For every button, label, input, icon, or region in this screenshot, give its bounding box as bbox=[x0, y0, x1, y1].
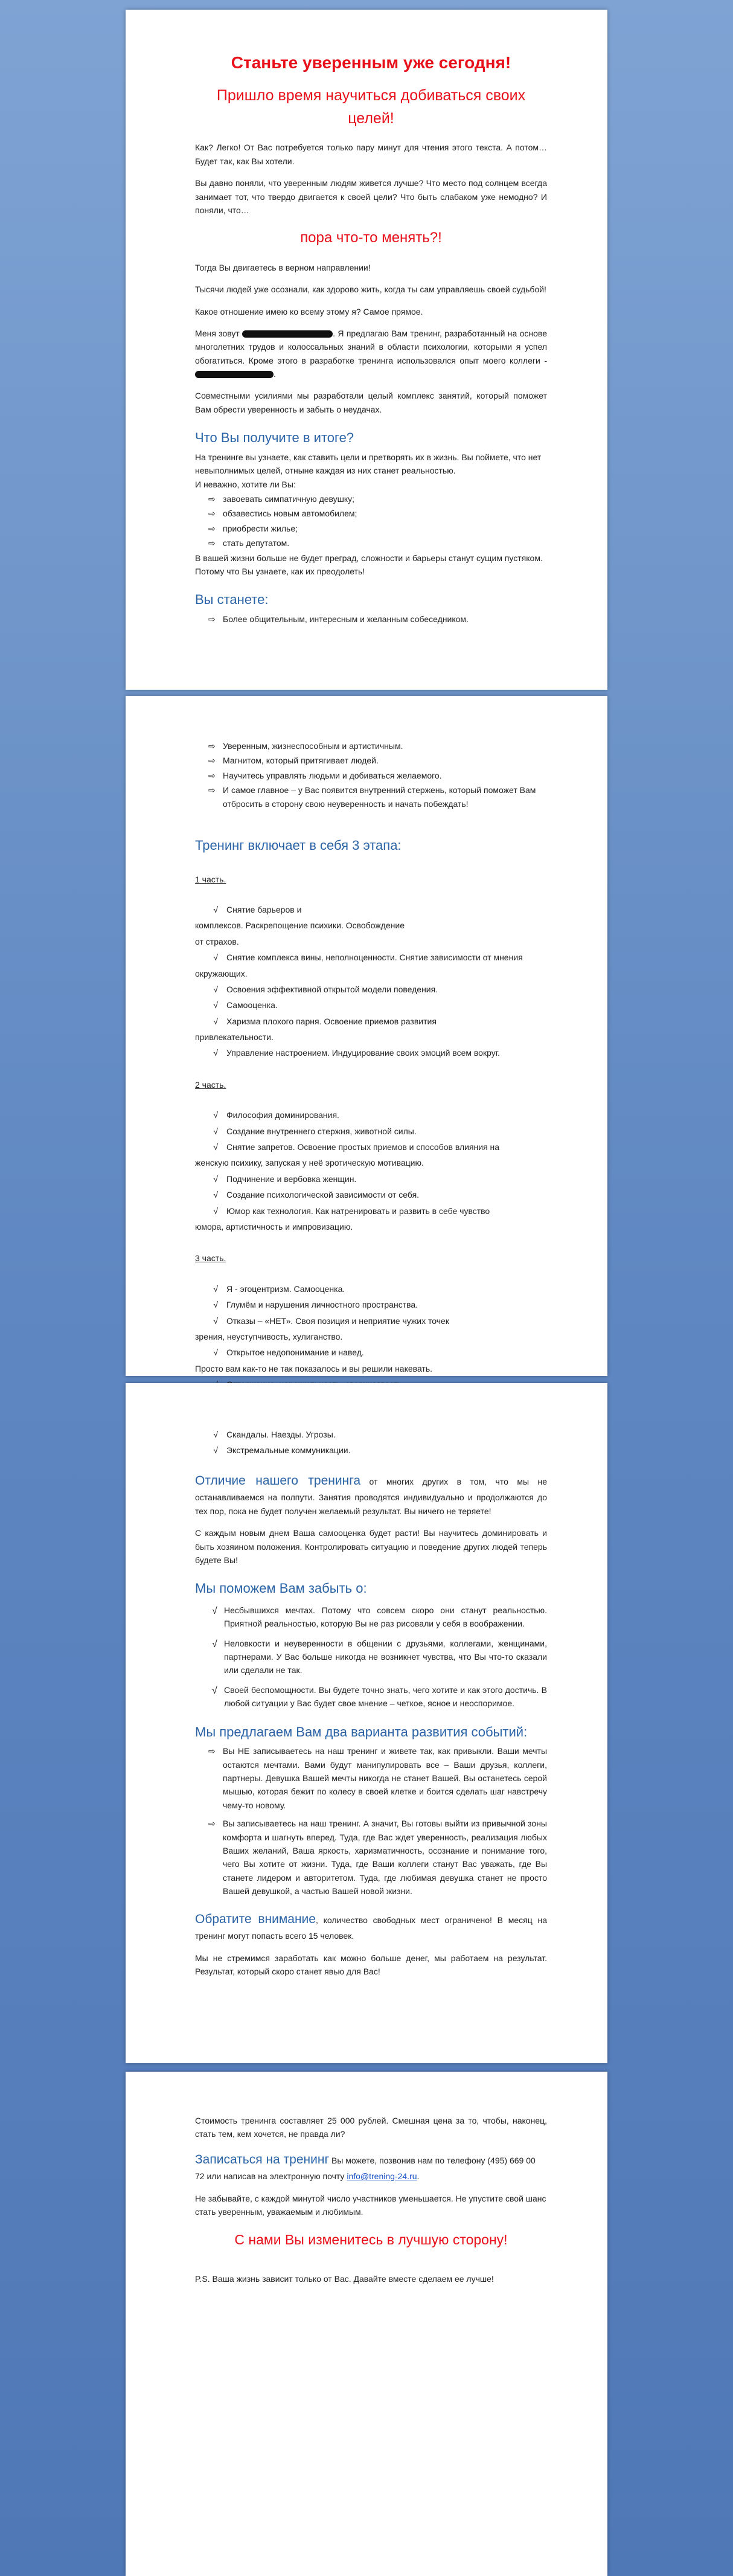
checkmark-icon: √ bbox=[213, 1000, 218, 1010]
redacted-name bbox=[242, 330, 333, 338]
double-arrow-icon: ⇨ bbox=[208, 614, 216, 624]
stages-heading: Тренинг включает в себя 3 этапа: bbox=[195, 837, 402, 853]
list-item: √ Скандалы. Наезды. Угрозы. bbox=[195, 1428, 547, 1441]
document-page-1 bbox=[126, 10, 607, 690]
difference-text: от многих других в том, что мы не останавливаемся на полпути. Занятия проводятся индивидуально и продолжаются до тех пор, пока не будет получен желаемый результат. Вы ничего не теряете! bbox=[195, 1476, 547, 1516]
list-item: ⇨ Магнитом, который притягивает людей. bbox=[208, 754, 547, 767]
checkmark-icon: √ bbox=[213, 1300, 218, 1310]
reminder-paragraph: Не забывайте, с каждой минутой число участников уменьшается. Не упустите свой шанс стать уверенным, уважаемым и любимым. bbox=[195, 2193, 546, 2217]
double-arrow-icon: ⇨ bbox=[208, 509, 216, 519]
attention-paragraph bbox=[195, 1909, 547, 1943]
stage-2-label: 2 часть. bbox=[195, 1079, 226, 1090]
double-arrow-icon: ⇨ bbox=[208, 1819, 216, 1829]
redacted-colleague-name bbox=[195, 371, 274, 378]
checkmark-icon: √ bbox=[213, 1190, 218, 1200]
list-item: женскую психику, запуская у неё эротическую мотивацию. bbox=[195, 1158, 424, 1168]
list-item: √ Отказы – «НЕТ». Своя позиция и неприятие чужих точек bbox=[195, 1314, 547, 1328]
price-paragraph: Стоимость тренинга составляет 25 000 рублей. Смешная цена за то, чтобы, наконец, стать тем, кем хочется, не правда ли? bbox=[195, 2116, 547, 2139]
checkmark-icon: √ bbox=[213, 1430, 218, 1439]
checkmark-icon: √ bbox=[212, 1605, 217, 1616]
results-intro: На тренинге вы узнаете, как ставить цели и претворять их в жизнь. Вы поймете, что нет невыполнимых целей, отныне каждая из них станет реальностью. bbox=[195, 452, 542, 476]
double-arrow-icon: ⇨ bbox=[208, 756, 216, 766]
intro-paragraph-1: Как? Легко! От Вас потребуется только пару минут для чтения этого текста. А потом… Будет так, как Вы хотели. bbox=[195, 143, 547, 166]
final-paragraph: Мы не стремимся заработать как можно больше денег, мы работаем на результат. Результат, который скоро станет явью для Вас! bbox=[195, 1953, 547, 1976]
author-intro-text: Меня зовут bbox=[195, 328, 240, 338]
list-item: юмора, артистичность и импровизацию. bbox=[195, 1221, 353, 1232]
attention-text: , количество свободных мест ограничено! В месяц на тренинг могут попасть всего 15 человек. bbox=[195, 1915, 547, 1941]
checkmark-icon: √ bbox=[213, 1315, 218, 1326]
difference-heading: Отличие нашего тренинга bbox=[195, 1473, 361, 1488]
double-arrow-icon: ⇨ bbox=[208, 523, 216, 533]
double-arrow-icon: ⇨ bbox=[208, 741, 216, 751]
list-item: Просто вам как-то не так показалось и вы решили накевать. bbox=[195, 1363, 433, 1373]
list-item: √ Экстремальные коммуникации. bbox=[195, 1444, 547, 1457]
checkmark-icon: √ bbox=[213, 1142, 218, 1152]
checkmark-icon: √ bbox=[213, 1110, 218, 1120]
signup-text: Вы можете, позвонив нам по телефону (495) 669 00 72 или написав на электронную почту bbox=[195, 2155, 536, 2182]
list-item: ⇨ стать депутатом. bbox=[208, 536, 547, 550]
intro-paragraph-2: Вы давно поняли, что уверенным людям живется лучше? Что место под солнцем всегда занимает тот, что твердо двигается к своей цели? Что быть слабаком уже немодно? И поняли, что… bbox=[195, 178, 547, 215]
results-heading: Что Вы получите в итоге? bbox=[195, 430, 354, 446]
list-item: √ Неловкости и неуверенности в общении с друзьями, коллегами, женщинами, партнерами. У Вас больше никогда не возникнет чувства, что Вы что-то сказали или сделали не так. bbox=[195, 1637, 547, 1677]
checkmark-icon: √ bbox=[213, 1445, 218, 1456]
document-page-3 bbox=[126, 1383, 607, 2063]
list-item: √ Создание внутреннего стержня, животной силы. bbox=[195, 1125, 547, 1138]
ps-paragraph: P.S. Ваша жизнь зависит только от Вас. Давайте вместе сделаем ее лучше! bbox=[195, 2274, 494, 2284]
checkmark-icon: √ bbox=[213, 1048, 218, 1058]
checkmark-icon: √ bbox=[213, 1206, 218, 1216]
paragraph-thousands: Тысячи людей уже осознали, как здорово жить, когда ты сам управляешь своей судьбой! bbox=[195, 284, 546, 295]
list-item: √ Харизма плохого парня. Освоение приемов развития bbox=[195, 1015, 547, 1028]
checkmark-icon: √ bbox=[212, 1685, 217, 1696]
list-item: от страхов. bbox=[195, 936, 239, 946]
stage-3-label: 3 часть. bbox=[195, 1253, 226, 1264]
checkmark-icon: √ bbox=[213, 904, 218, 914]
list-item: ⇨ Уверенным, жизнеспособным и артистичным. bbox=[208, 739, 547, 753]
options-heading: Мы предлагаем Вам два варианта развития событий: bbox=[195, 1724, 528, 1739]
list-item: комплексов. Раскрепощение психики. Освобождение bbox=[195, 920, 405, 931]
wishes-list bbox=[208, 492, 547, 550]
stage-3-list-continued bbox=[195, 1428, 547, 1457]
list-item: ⇨ завоевать симпатичную девушку; bbox=[208, 492, 547, 506]
become-heading: Вы станете: bbox=[195, 592, 269, 608]
double-arrow-icon: ⇨ bbox=[208, 785, 216, 795]
become-list bbox=[208, 612, 547, 626]
list-item: √ Юмор как технология. Как натренировать и развить в себе чувство bbox=[195, 1204, 547, 1218]
list-item: √ Глумём и нарушения личностного пространства. bbox=[195, 1298, 547, 1311]
double-arrow-icon: ⇨ bbox=[208, 494, 216, 504]
double-arrow-icon: ⇨ bbox=[208, 1746, 216, 1756]
list-item: окружающих. bbox=[195, 968, 248, 978]
document-page-4 bbox=[126, 2072, 607, 2576]
forget-list bbox=[195, 1604, 547, 1710]
paragraph-author bbox=[195, 327, 547, 381]
paragraph-relation: Какое отношение имею ко всему этому я? Самое прямое. bbox=[195, 306, 423, 316]
list-item: √ Снятие запретов. Освоение простых приемов и способов влияния на bbox=[195, 1140, 547, 1154]
list-item: √ Управление настроением. Индуцирование своих эмоций всем вокруг. bbox=[195, 1046, 547, 1059]
list-item: √ Снятие комплекса вины, неполноценности. Снятие зависимости от мнения bbox=[195, 951, 547, 964]
subtitle: Пришло время научиться добиваться своих целей! bbox=[216, 87, 526, 127]
list-item: √ Освоения эффективной открытой модели поведения. bbox=[195, 983, 547, 996]
double-arrow-icon: ⇨ bbox=[208, 538, 216, 548]
author-end-text: . bbox=[274, 369, 276, 379]
checkmark-icon: √ bbox=[213, 984, 218, 994]
change-heading: пора что-то менять?! bbox=[300, 230, 442, 246]
list-item: ⇨ обзавестись новым автомобилем; bbox=[208, 507, 547, 520]
list-item: √ Своей беспомощности. Вы будете точно знать, чего хотите и как этого достичь. В любой ситуации у Вас будет свое мнение – четкое, ясное и неоспоримое. bbox=[195, 1683, 547, 1710]
list-item: √ Создание психологической зависимости от себя. bbox=[195, 1188, 547, 1201]
list-item: ⇨ Научитесь управлять людьми и добиваться желаемого. bbox=[208, 769, 547, 782]
checkmark-icon: √ bbox=[213, 1347, 218, 1358]
results-lead: И неважно, хотите ли Вы: bbox=[195, 479, 296, 489]
list-item: √ Философия доминирования. bbox=[195, 1108, 547, 1122]
attention-heading: Обратите внимание bbox=[195, 1912, 316, 1926]
list-item: √ Снятие барьеров и bbox=[195, 903, 547, 916]
stage-2-list bbox=[195, 1108, 547, 1233]
author-body-text: . Я предлагаю Вам тренинг, разработанный на основе многолетних трудов и колоссальных знаний в области психологии, которыми я успел обогатиться. Кроме этого в разработке тренинга использовался опыт моего коллеги - bbox=[195, 328, 547, 365]
signup-heading: Записаться на тренинг bbox=[195, 2152, 330, 2166]
checkmark-icon: √ bbox=[212, 1639, 217, 1649]
checkmark-icon: √ bbox=[213, 1283, 218, 1294]
list-item: √ Несбывшихся мечтах. Потому что совсем скоро они станут реальностью. Приятной реальностью, которую Вы не раз рисовали у себя в воображении. bbox=[195, 1604, 547, 1631]
results-after: В вашей жизни больше не будет преград, сложности и барьеры станут сущим пустяком. Потому что Вы узнаете, как их преодолеть! bbox=[195, 553, 543, 576]
paragraph-joint-effort: Совместными усилиями мы разработали целый комплекс занятий, который поможет Вам обрести уверенность и забыть о неудачах. bbox=[195, 391, 547, 414]
list-item: привлекательности. bbox=[195, 1032, 274, 1042]
checkmark-icon: √ bbox=[213, 952, 218, 963]
list-item: ⇨ Более общительным, интересным и желанным собеседником. bbox=[208, 612, 547, 626]
email-link[interactable]: info@trening-24.ru bbox=[347, 2171, 417, 2182]
list-item: √ Я - эгоцентризм. Самооценка. bbox=[195, 1282, 547, 1296]
difference-paragraph bbox=[195, 1471, 547, 1518]
double-arrow-icon: ⇨ bbox=[208, 770, 216, 780]
main-title: Станьте уверенным уже сегодня! bbox=[231, 53, 511, 72]
signup-paragraph: Записаться на тренинг Вы можете, позвонив нам по телефону (495) 669 00 72 или написав на электронную почту info@trening-24.ru. bbox=[195, 2152, 536, 2182]
self-esteem-paragraph: С каждым новым днем Ваша самооценка будет расти! Вы научитесь доминировать и быть хозяином положения. Контролировать ситуацию и поведение других людей теперь будете Вы! bbox=[195, 1528, 547, 1565]
list-item: √ Подчинение и вербовка женщин. bbox=[195, 1172, 547, 1186]
stage-1-label: 1 часть. bbox=[195, 874, 226, 884]
checkmark-icon: √ bbox=[213, 1126, 218, 1136]
forget-heading: Мы поможем Вам забыть о: bbox=[195, 1581, 367, 1596]
options-list bbox=[208, 1744, 547, 1898]
checkmark-icon: √ bbox=[213, 1016, 218, 1026]
list-item: ⇨ Вы НЕ записываетесь на наш тренинг и живете так, как привыкли. Ваши мечты остаются мечтами. Вами будут манипулировать все – Ваши друзья, коллеги, партнеры. Девушка Вашей мечты никогда не станет Вашей. Вы останетесь серой мышью, которая бежит по колесу в своей клетке и боится сделать шаг навстречу чему-то новому. bbox=[208, 1744, 547, 1812]
checkmark-icon: √ bbox=[213, 1174, 218, 1184]
list-item: ⇨ приобрести жилье; bbox=[208, 522, 547, 535]
stage-3-list bbox=[195, 1282, 547, 1392]
list-item: зрения, неуступчивость, хулиганство. bbox=[195, 1331, 343, 1341]
paragraph-direction: Тогда Вы двигаетесь в верном направлении! bbox=[195, 262, 371, 272]
list-item: √ Открытое недопонимание и навед. bbox=[195, 1346, 547, 1359]
list-item: ⇨ Вы записываетесь на наш тренинг. А значит, Вы готовы выйти из привычной зоны комфорта и шагнуть вперед. Туда, где Вас ждет уверенность, реализация любых Ваших желаний, Ваша яркость, харизматичность, осознание и понимание того, чего Вы хотите от жизни. Туда, где Ваши коллеги станут Вас уважать, где Вы станете лидером и авторитетом. Туда, где любимая девушка станет не просто Вашей девушкой, а частью Вашей новой жизни. bbox=[208, 1817, 547, 1898]
list-item: ⇨ И самое главное – у Вас появится внутренний стержень, который поможет Вам отбросить в сторону свою неуверенность и начать побеждать! bbox=[208, 783, 547, 811]
slogan: С нами Вы изменитесь в лучшую сторону! bbox=[234, 2231, 508, 2247]
list-item: √ Самооценка. bbox=[195, 998, 547, 1012]
stage-1-list bbox=[195, 903, 547, 1060]
document-page-2 bbox=[126, 696, 607, 1376]
become-list-continued bbox=[208, 739, 547, 811]
